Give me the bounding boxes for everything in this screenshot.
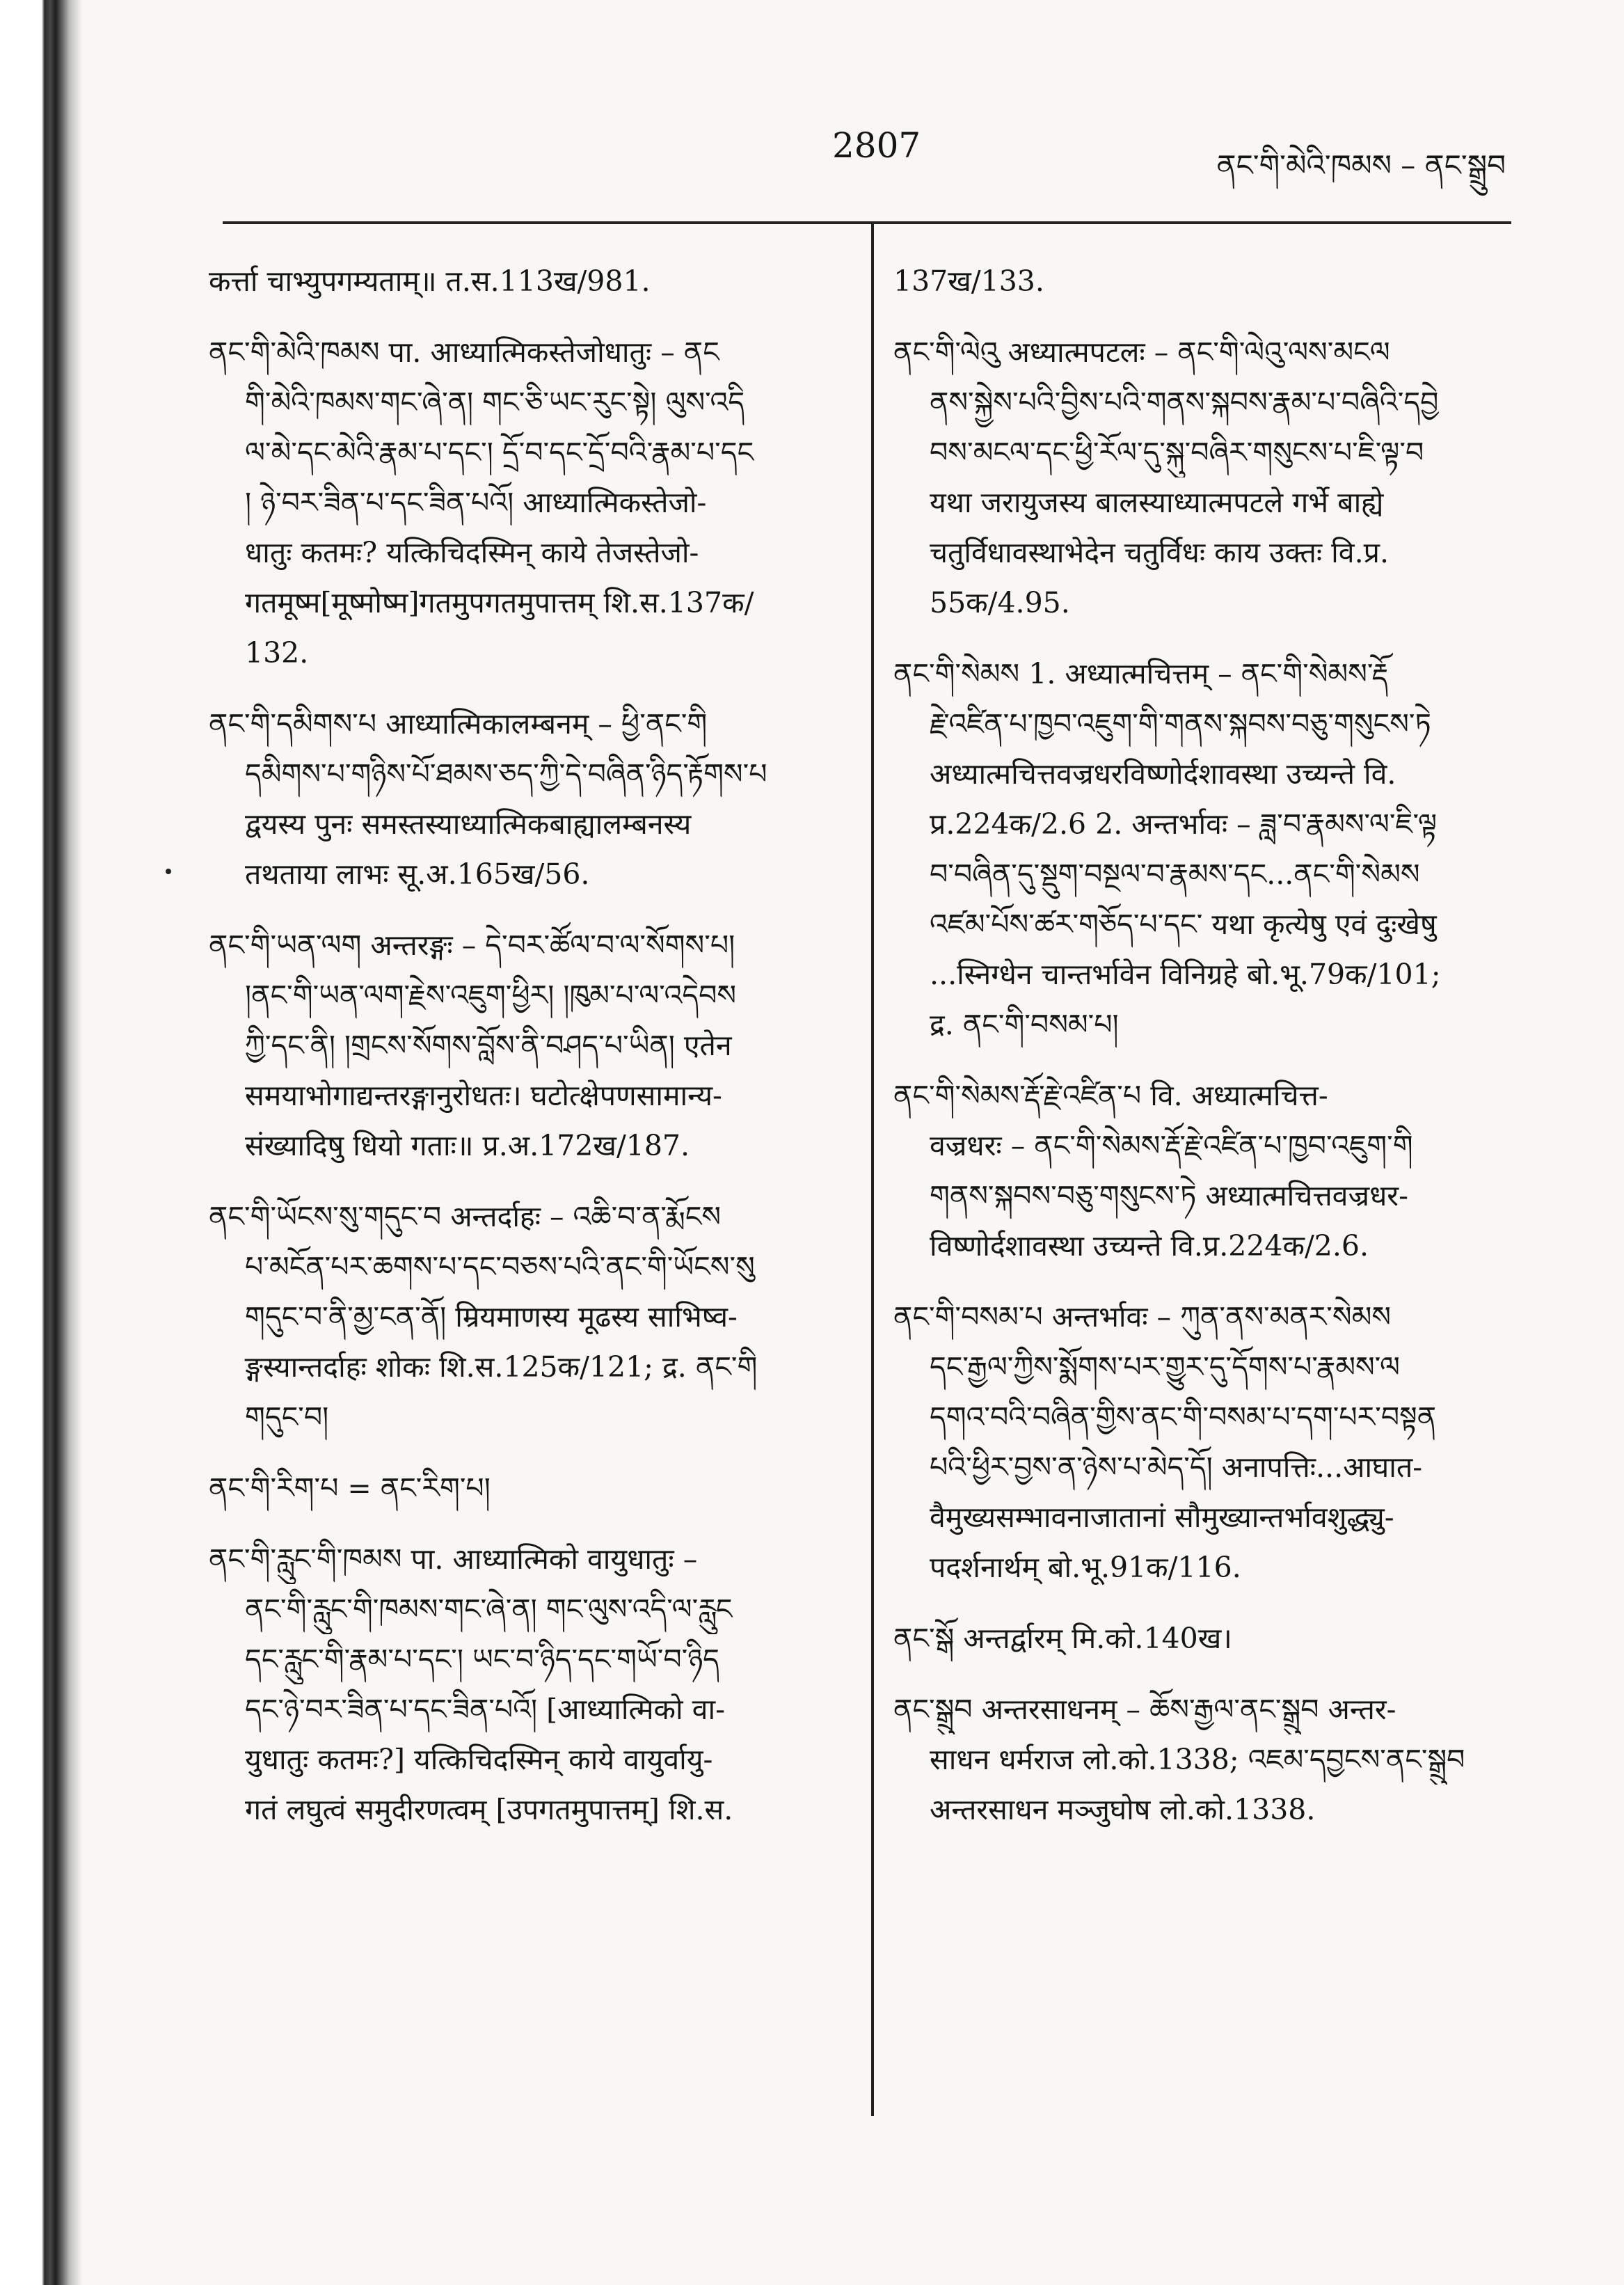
dictionary-entry [209, 699, 828, 899]
dictionary-entry [893, 1613, 1513, 1663]
dictionary-entry [893, 1070, 1513, 1271]
entry-text-line: चतुर्विधावस्थाभेदेन चतुर्विधः काय उक्तः वि.प्र. [930, 536, 1389, 569]
right-column [893, 256, 1513, 1856]
entry-text-line: यथा जरायुजस्य बालस्याध्यात्मपटले गर्भे बाह्ये [930, 486, 1384, 519]
dictionary-entry [209, 1534, 828, 1835]
entry-text-line: གདུང་བ་ནི་མྱ་ངན་ནོ། म्रियमाणस्य मूढस्य साभिष्व- [245, 1300, 738, 1334]
entry-text-line: གི་མེའི་ཁམས་གང་ཞེ་ན། གང་ཅི་ཡང་རུང་སྟེ། ལུས་འདི [245, 386, 745, 419]
entry-text-line: ...स्निग्धेन चान्तर्भावेन विनिग्रहे बो.भू.79क/101; [930, 958, 1441, 991]
entry-headline: ནང་གི་བསམ་པ अन्तर्भावः – ཀུན་ནས་མནར་སེམས [893, 1300, 1392, 1334]
entry-text-line: अन्तरसाधन मञ्जुघोष लो.को.1338. [930, 1793, 1316, 1826]
entry-headline: ནང་གི་དམིགས་པ आध्यात्मिकालम्बनम् – ཕྱི་ནང་གི [209, 707, 708, 741]
dictionary-entry [893, 256, 1513, 306]
entry-headline: ནང་གི་ཡོངས་སུ་གདུང་བ अन्तर्दाहः – འཆི་བ་ན་རྨོངས [209, 1200, 722, 1233]
dictionary-entry [209, 1192, 828, 1442]
entry-headline: ནང་གི་སེམས 1. अध्यात्मचित्तम् – ནང་གི་སེམས་རྡོ [893, 657, 1389, 690]
entry-text-line: དམིགས་པ་གཉིས་པོ་ཐམས་ཅད་ཀྱི་དེ་བཞིན་ཉིད་རྟོགས་པ [245, 757, 767, 791]
entry-text-line: ཀྱི་དང་ནི། །གྲངས་སོགས་བློས་ནི་བཤད་པ་ཡིན། एतेन [245, 1029, 732, 1062]
entry-headline: ནང་གི་ལེའུ अध्यात्मपटलः – ནང་གི་ལེའུ་ལས་མངལ [893, 335, 1390, 369]
dictionary-entry [893, 327, 1513, 628]
entry-text-line: བ་བཞིན་དུ་སྡུག་བསྔལ་བ་རྣམས་དང...ནང་གི་སེམས [930, 857, 1420, 891]
entry-text-line: ལ་མེ་དང་མེའི་རྣམ་པ་དང་། དྲོ་བ་དང་དྲོ་བའི་རྣམ་པ་དང [245, 436, 754, 469]
entry-headline: ནང་སྒོ अन्तर्द्वारम् मि.को.140ख। [893, 1622, 1232, 1655]
dictionary-entry [209, 1463, 828, 1513]
entry-text-line: साधन धर्मराज लो.को.1338; འཇམ་དབྱངས་ནང་སྒྲུབ [930, 1743, 1465, 1776]
left-column [209, 256, 828, 1856]
entry-text-line: རྗེ་འཛིན་པ་ཁྱབ་འཇུག་གི་གནས་སྐབས་བཅུ་གསུངས་ཏེ [930, 707, 1431, 741]
entry-text-line: संख्यादिषु धियो गताः॥ प्र.अ.172ख/187. [245, 1129, 690, 1162]
entry-text-line: द्वयस्य पुनः समस्तस्याध्यात्मिकबाह्यालम्बनस्य [245, 807, 692, 841]
entry-text-line: དང་རླུང་གི་རྣམ་པ་དང་། ཡང་བ་ཉིད་དང་གཡོ་བ་ཉིད [245, 1643, 719, 1676]
entry-text-line: वज्रधरः – ནང་གི་སེམས་རྡོ་རྗེ་འཛིན་པ་ཁྱབ་འཇུག་གི [930, 1129, 1413, 1162]
entry-text-line: ནས་སྐྱེས་པའི་བྱིས་པའི་གནས་སྐབས་རྣམ་པ་བཞིའི་དབྱེ [930, 386, 1439, 419]
dictionary-entry [893, 649, 1513, 1050]
entry-text-line: अध्यात्मचित्तवज्रधरविष्णोर्दशावस्था उच्यन्ते वि. [930, 757, 1396, 791]
running-head: ནང་གི་མེའི་ཁམས – ནང་སྒྲུབ [1216, 148, 1506, 182]
dictionary-entry [893, 1684, 1513, 1835]
entry-text-line: ङ्गस्यान्तर्दाहः शोकः शि.स.125क/121; द्र. ནང་གི [245, 1350, 758, 1384]
entry-headline: ནང་གི་རླུང་གི་ཁམས पा. आध्यात्मिको वायुधातुः – [209, 1542, 698, 1576]
entry-text-line: प्र.224क/2.6 2. अन्तर्भावः – ཟླ་བ་རྣམས་ལ་ཇི་ལྟ [930, 807, 1438, 841]
book-binding-edge [0, 0, 82, 2285]
entry-text-line: पदर्शनार्थम् बो.भू.91क/116. [930, 1551, 1241, 1584]
entry-text-line: वैमुख्यसम्भावनाजातानां सौमुख्यान्तर्भावशुद्ध्यु- [930, 1501, 1394, 1534]
page-header [0, 125, 1624, 182]
entry-text-line: विष्णोर्दशावस्था उच्यन्ते वि.प्र.224क/2.6. [930, 1229, 1369, 1263]
entry-headline: ནང་གི་རིག་པ = ནང་རིག་པ། [209, 1471, 491, 1505]
entry-text-line: །ནང་གི་ཡན་ལག་རྗེས་འཇུག་ཕྱིར། །ཁུམ་པ་ལ་འདེབས [245, 979, 737, 1012]
entry-text-line: འཛམ་པོས་ཚར་གཅོད་པ་དང་ यथा कृत्येषु एवं दुःखेषु [930, 908, 1437, 941]
entry-text-line: པའི་ཕྱིར་བྱས་ན་ཉེས་པ་མེད་དོ། अनापत्तिः...आघात- [930, 1450, 1423, 1484]
entry-text-line: ། ཉེ་བར་ཟིན་པ་དང་ཟིན་པའོ། आध्यात्मिकस्तेजो- [245, 486, 707, 519]
entry-text-line: युधातुः कतमः?] यत्किचिदस्मिन् काये वायुर्वायु- [245, 1743, 713, 1776]
column-divider [871, 223, 874, 2116]
entry-text-line: गतमूष्म[मूष्मोष्म]गतमुपगतमुपात्तम् शि.स.137क/ [245, 586, 754, 619]
dictionary-entry [209, 256, 828, 306]
dictionary-entry [893, 1292, 1513, 1592]
entry-text-line: समयाभोगाद्यन्तरङ्गानुरोधतः। घटोत्क्षेपणसामान्य- [245, 1079, 722, 1112]
entry-text-line: ནང་གི་རླུང་གི་ཁམས་གང་ཞེ་ན། གང་ལུས་འདི་ལ་རླུང [245, 1592, 733, 1626]
header-rule [223, 221, 1511, 224]
entry-headline: 137ख/133. [893, 264, 1044, 298]
entry-text-line: गतं लघुत्वं समुदीरणत्वम् [उपगतमुपात्तम्] शि.स. [245, 1793, 733, 1826]
entry-text-line: धातुः कतमः? यत्किचिदस्मिन् काये तेजस्तेजो- [245, 536, 699, 569]
entry-text-line: तथताया लाभः सू.अ.165ख/56. [245, 857, 590, 891]
margin-dot [166, 869, 171, 874]
entry-headline: ནང་སྒྲུབ अन्तरसाधनम् – ཆོས་རྒྱལ་ནང་སྒྲུབ अन्तर- [893, 1693, 1396, 1726]
entry-text-line: དང་ཉེ་བར་ཟིན་པ་དང་ཟིན་པའོ། [आध्यात्मिको वा- [245, 1693, 725, 1726]
entry-text-line: द्र. ནང་གི་བསམ་པ། [930, 1008, 1119, 1041]
dictionary-entry [209, 920, 828, 1171]
dictionary-entry [209, 327, 828, 678]
entry-text-line: དང་རྒྱལ་ཀྱིས་སྨོགས་པར་གྱུར་དུ་དོགས་པ་རྣམས་ལ [930, 1350, 1401, 1384]
entry-headline: ནང་གི་སེམས་རྡོ་རྗེ་འཛིན་པ वि. अध्यात्मचित्त- [893, 1079, 1328, 1112]
entry-headline: कर्त्ता चाभ्युपगम्यताम्॥ त.स.113ख/981. [209, 264, 651, 298]
entry-text-line: བས་མངལ་དང་ཕྱི་རོལ་དུ་སྐུ་བཞིར་གསུངས་པ་ཇི་ལྟ་བ [930, 436, 1424, 469]
entry-text-line: དགའ་བའི་བཞིན་གྱིས་ནང་གི་བསམ་པ་དག་པར་བསྟན [930, 1400, 1437, 1434]
entry-text-line: གདུང་བ། [245, 1400, 329, 1434]
entry-headline: ནང་གི་མེའི་ཁམས पा. आध्यात्मिकस्तेजोधातुः – ནང [209, 335, 719, 369]
entry-text-line: གནས་སྐབས་བཅུ་གསུངས་ཏེ अध्यात्मचित्तवज्रधर- [930, 1179, 1408, 1212]
entry-text-line: 55क/4.95. [930, 586, 1070, 619]
entry-headline: ནང་གི་ཡན་ལག अन्तरङ्गः – དེ་བར་ཚོལ་བ་ལ་སོགས་པ། [209, 928, 735, 962]
entry-text-line: པ་མངོན་པར་ཆགས་པ་དང་བཅས་པའི་ནང་གི་ཡོངས་སུ [245, 1250, 755, 1283]
entry-text-line: 132. [245, 636, 309, 670]
page-number: 2807 [832, 125, 921, 166]
